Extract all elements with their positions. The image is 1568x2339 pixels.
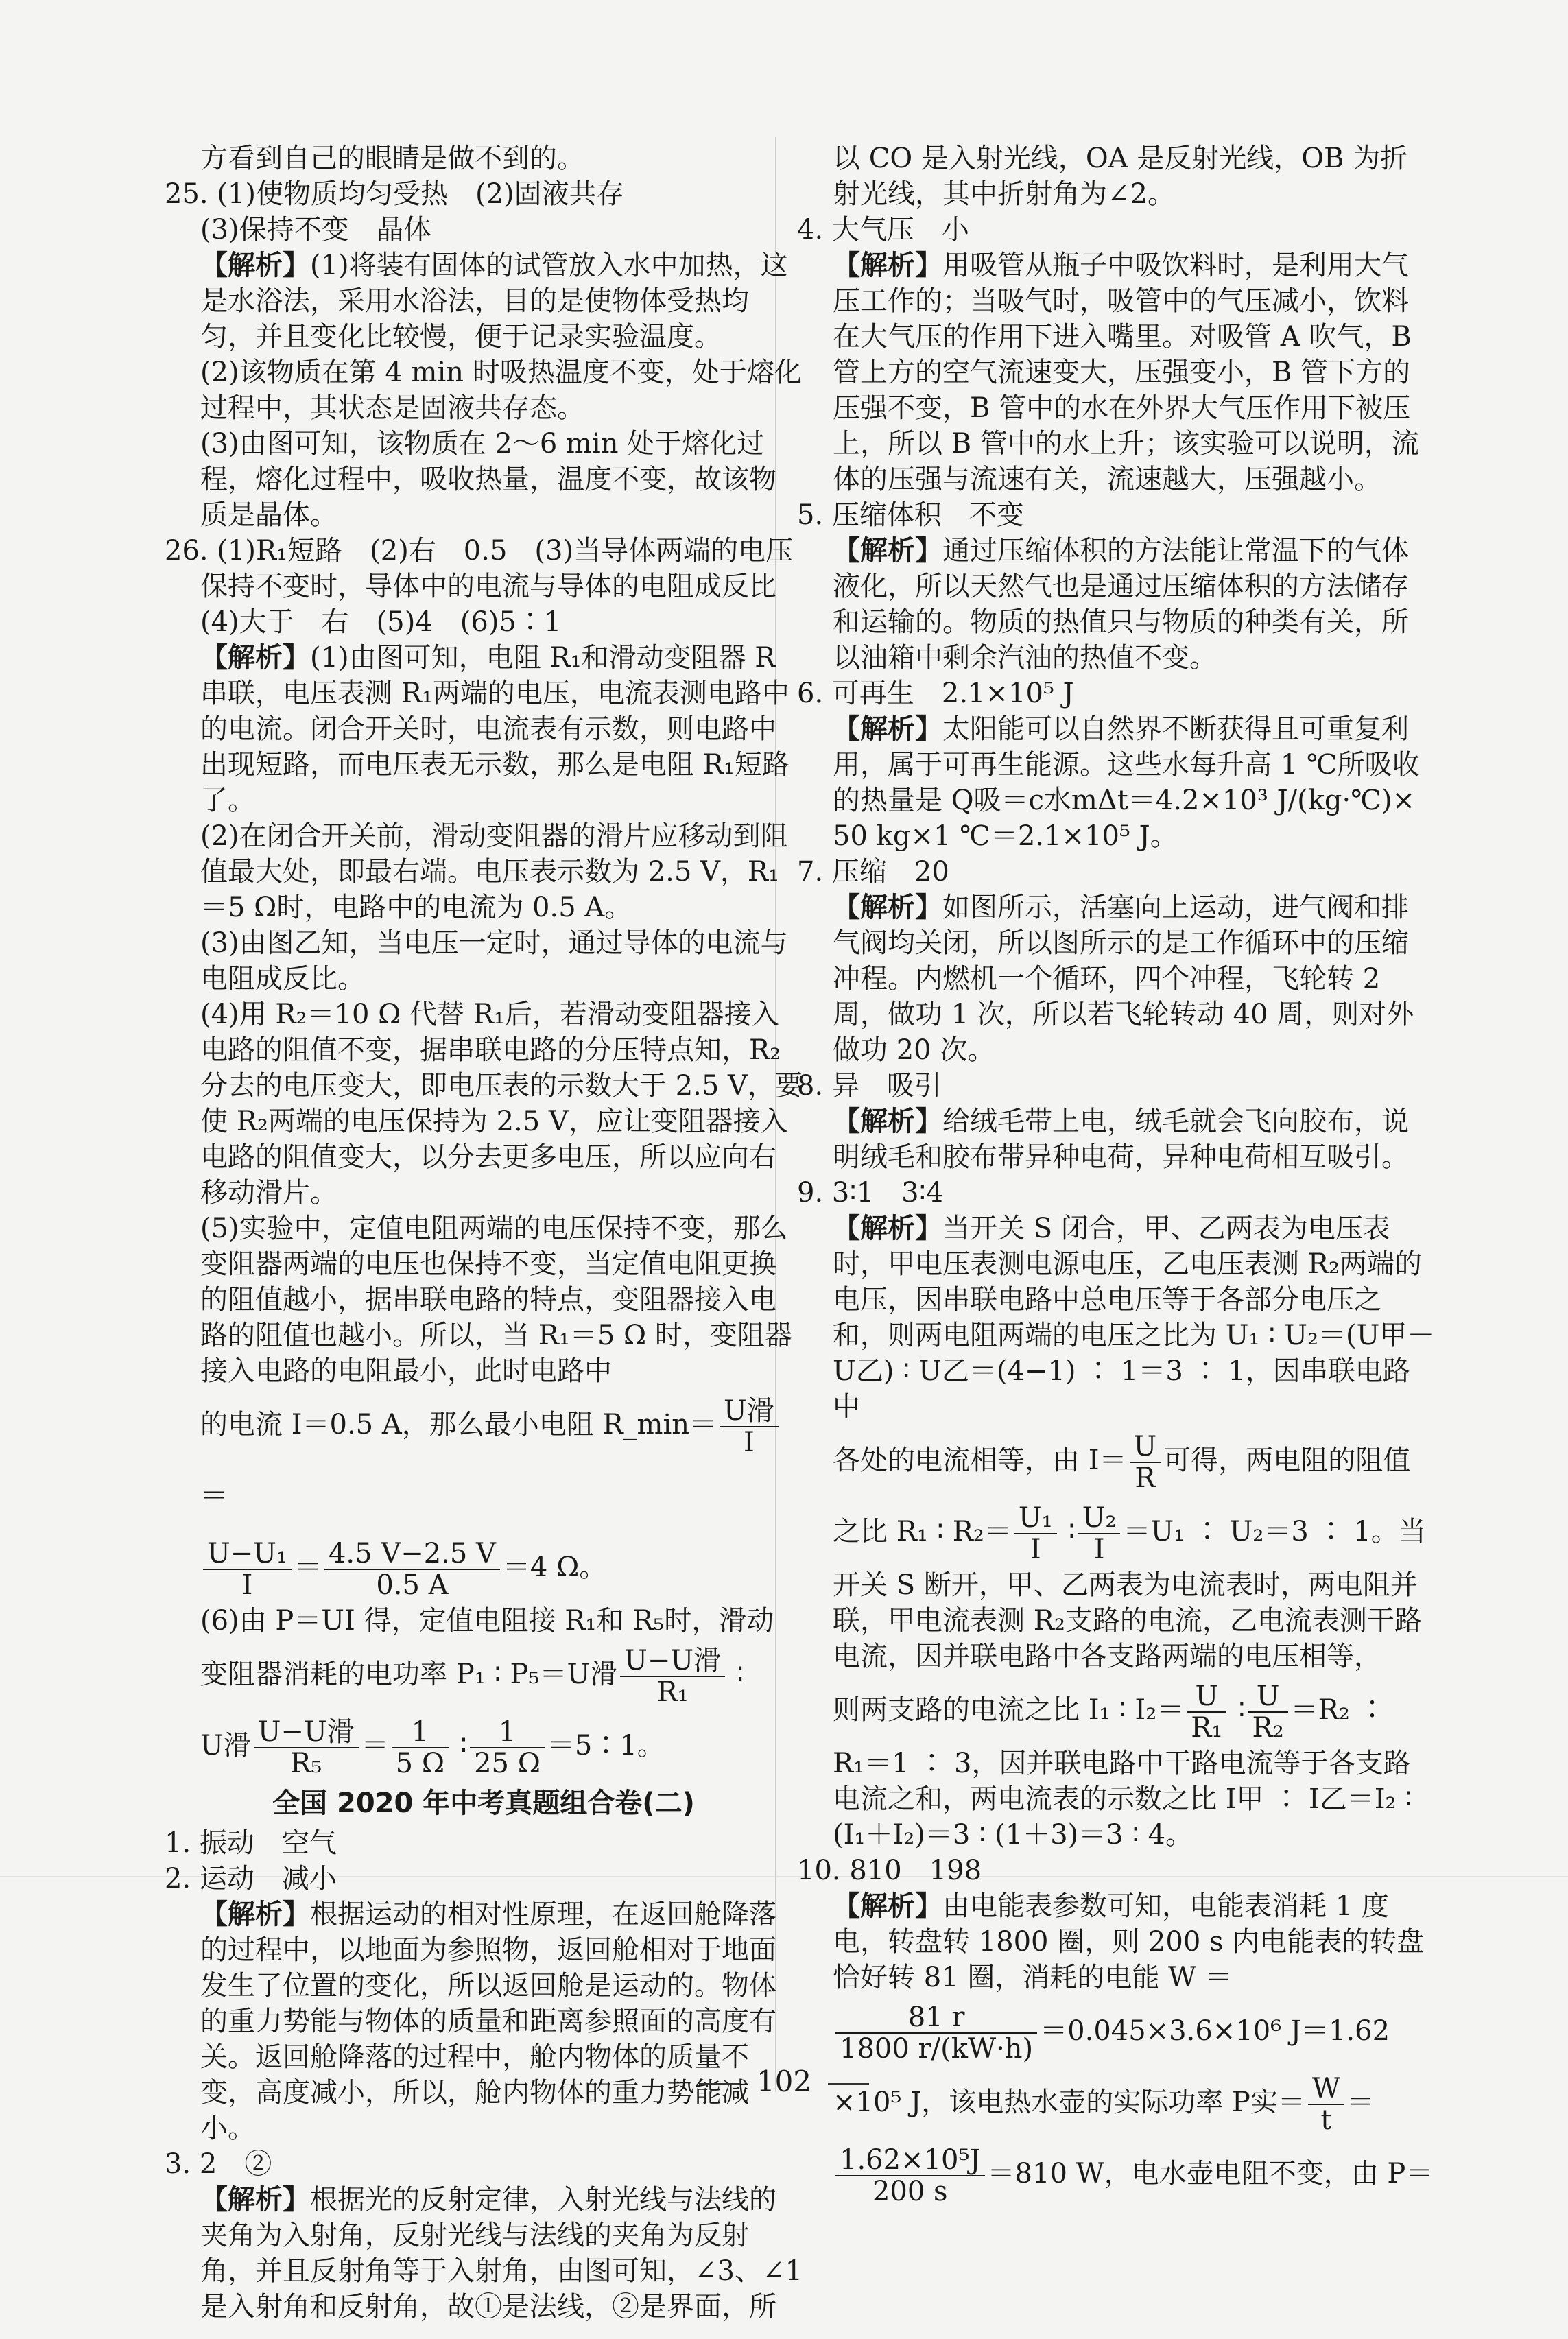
equals: ＝	[200, 1480, 228, 1512]
analysis-9-end: R₁＝1 ∶ 3，因并联电路中干路电流等于各支路电流之和，两电流表的示数之比 I甲 ∶ I乙＝I₂ ∶ (I₁＋I₂)＝3 ∶ (1＋3)＝3 ∶ 4。	[833, 1748, 1412, 1851]
fraction-numerator: U−U₁	[203, 1539, 292, 1570]
analysis-9	[797, 1211, 1435, 1425]
fraction-denominator: 200 s	[872, 2176, 948, 2207]
fraction	[1078, 1503, 1121, 1565]
analysis-text: 用吸管从瓶子中吸饮料时，是利用大气压工作的；当吸气时，吸管中的气压减小，饮料在大气压的作用下进入嘴里。对吸管 A 吹气，B 管上方的空气流速变大，压强变小，B 管下方的压强不变，B 管中的水在外界大气压作用下被压上，所以 B 管中的水上升；该实验可以说明，流体的压强与流速有关，流速越大，压强越小。	[833, 250, 1419, 495]
analysis-text: 由电能表参数可知，电能表消耗 1 度电，转盘转 1800 圈，则 200 s 内电能表的转盘恰好转 81 圈，消耗的电能 W ＝	[833, 1890, 1425, 1993]
left-column	[165, 141, 803, 2325]
fraction-numerator: U₂	[1078, 1503, 1121, 1534]
fraction-denominator: R₁	[1191, 1712, 1223, 1744]
fraction	[324, 1539, 500, 1600]
formula-text: ＝5∶1。	[547, 1730, 665, 1761]
fraction-denominator: 5 Ω	[395, 1748, 444, 1779]
analysis-26-2: (2)在闭合开关前，滑动变阻器的滑片应移动到阻值最大处，即最右端。电压表示数为 2.5 V，R₁＝5 Ω时，电路中的电流为 0.5 A。	[200, 820, 788, 923]
analysis-text: 给绒毛带上电，绒毛就会飞向胶布，说明绒毛和胶布带异种电荷，异种电荷相互吸引。	[833, 1106, 1409, 1173]
fraction	[254, 1717, 359, 1779]
text-line: 方看到自己的眼睛是做不到的。	[200, 143, 584, 174]
formula-text: 之比 R₁ ∶ R₂＝	[833, 1516, 1012, 1547]
answer-1: 1. 振动 空气	[165, 1827, 337, 1859]
analysis-8	[797, 1104, 1435, 1175]
analysis-tag: 【解析】	[200, 642, 310, 674]
formula-line-energy	[797, 1995, 1435, 2067]
ratio-colon: ∶	[1229, 1694, 1246, 1726]
analysis-3	[165, 2182, 803, 2325]
analysis-25-3: (3)由图可知，该物质在 2～6 min 处于熔化过程，熔化过程中，吸收热量，温度不变，故该物质是晶体。	[200, 428, 776, 531]
analysis-tag: 【解析】	[833, 1213, 942, 1244]
analysis-tag: 【解析】	[200, 1899, 310, 1930]
fraction-numerator: U	[1187, 1681, 1226, 1713]
analysis-26-1	[165, 640, 803, 818]
fraction-denominator: R	[1135, 1462, 1156, 1494]
fraction	[203, 1539, 292, 1600]
answer-7: 7. 压缩 20	[797, 856, 949, 888]
analysis-6	[797, 711, 1435, 854]
fraction-denominator: 1800 r/(kW·h)	[840, 2033, 1034, 2065]
fraction	[720, 1396, 779, 1458]
analysis-tag: 【解析】	[833, 1890, 942, 1922]
footer-dash	[699, 2083, 740, 2085]
fraction	[392, 1717, 449, 1779]
fraction-numerator: 4.5 V−2.5 V	[324, 1539, 500, 1570]
fraction-numerator: 81 r	[835, 2002, 1037, 2034]
fraction-denominator: 0.5 A	[376, 1569, 449, 1601]
fraction-denominator: I	[1093, 1534, 1105, 1565]
formula-line-power-2	[165, 1710, 803, 1781]
analysis-3-cont: 以 CO 是入射光线，OA 是反射光线，OB 为折射光线，其中折射角为∠2。	[833, 143, 1408, 210]
fraction	[835, 2002, 1037, 2064]
fraction-denominator: t	[1320, 2104, 1332, 2136]
fraction	[470, 1717, 545, 1779]
formula-line-ratio	[797, 1496, 1435, 1567]
analysis-2	[165, 1897, 803, 2146]
analysis-tag: 【解析】	[833, 892, 942, 923]
footer-dash	[828, 2083, 869, 2085]
equals: ＝	[361, 1730, 389, 1761]
fraction-denominator: I	[744, 1427, 755, 1458]
fraction-numerator: U₁	[1014, 1503, 1057, 1534]
analysis-10	[797, 1888, 1435, 1995]
fraction-numerator: U滑	[720, 1396, 779, 1427]
analysis-26-4: (4)用 R₂＝10 Ω 代替 R₁后，若滑动变阻器接入电路的阻值不变，据串联电路的分压特点知，R₂分去的电压变大，即电压表的示数大于 2.5 V，要使 R₂两端的电压保持为 2.5 V，应让变阻器接入电路的阻值变大，以分去更多电压，所以应向右移动滑片。	[200, 999, 803, 1209]
analysis-text: 当开关 S 闭合，甲、乙两表为电压表时，甲电压表测电源电压，乙电压表测 R₂两端的电压，因串联电路中总电压等于各部分电压之和，则两电阻两端的电压之比为 U₁ ∶ U₂＝(U甲－U乙) ∶ U乙＝(4−1) ∶ 1＝3 ∶ 1，因串联电路中	[833, 1213, 1435, 1423]
fraction-denominator: 25 Ω	[474, 1748, 541, 1779]
analysis-text: 根据运动的相对性原理，在返回舱降落的过程中，以地面为参照物，返回舱相对于地面发生了位置的变化，所以返回舱是运动的。物体的重力势能与物体的质量和距离参照面的高度有关。返回舱降落的过程中，舱内物体的质量不变，高度减小，所以，舱内物体的重力势能减小。	[200, 1899, 776, 2144]
formula-text: 变阻器消耗的电功率 P₁ ∶ P₅＝U滑	[200, 1659, 618, 1690]
ratio-colon: ∶	[451, 1730, 468, 1761]
formula-line-power-kettle-2	[797, 2138, 1435, 2209]
formula-text: 可得，两电阻的阻值	[1163, 1445, 1411, 1476]
analysis-tag: 【解析】	[833, 250, 942, 281]
analysis-25-1	[165, 248, 803, 355]
formula-line-power	[165, 1639, 803, 1710]
fraction	[1248, 1681, 1288, 1743]
formula-text: ×10⁵ J，该电热水壶的实际功率 P实＝	[833, 2087, 1305, 2118]
analysis-tag: 【解析】	[200, 250, 310, 281]
formula-line-rmin	[165, 1389, 803, 1532]
fraction	[835, 2145, 985, 2207]
fraction-numerator: W	[1308, 2074, 1344, 2105]
formula-text: 则两支路的电流之比 I₁ ∶ I₂＝	[833, 1694, 1185, 1726]
formula-line-current	[797, 1674, 1435, 1746]
answer-25: 25. (1)使物质均匀受热 (2)固液共存	[165, 178, 624, 210]
formula-text: U滑	[200, 1730, 251, 1761]
fraction-denominator: R₅	[290, 1748, 322, 1779]
analysis-5	[797, 533, 1435, 676]
analysis-25-2: (2)该物质在第 4 min 时吸热温度不变，处于熔化过程中，其状态是固液共存态。	[200, 357, 802, 424]
fraction-denominator: I	[241, 1569, 253, 1601]
right-column	[797, 141, 1435, 2209]
analysis-text: (1)由图可知，电阻 R₁和滑动变阻器 R 串联，电压表测 R₁两端的电压，电流表测电路中的电流。闭合开关时，电流表有示数，则电路中出现短路，而电压表无示数，那么是电阻 R₁短路了。	[200, 642, 789, 816]
fraction	[1130, 1432, 1161, 1493]
fraction-numerator: U−U滑	[254, 1717, 359, 1748]
fraction-numerator: U−U滑	[620, 1646, 725, 1677]
analysis-text: 根据光的反射定律，入射光线与法线的夹角为入射角，反射光线与法线的夹角为反射角，并且反射角等于入射角，由图可知，∠3、∠1 是入射角和反射角，故①是法线，②是界面，所	[200, 2184, 803, 2323]
fraction-numerator: U	[1130, 1432, 1161, 1463]
formula-text: 的电流 I＝0.5 A，那么最小电阻 R_min＝	[200, 1409, 717, 1440]
formula-line-ohm	[797, 1425, 1435, 1496]
analysis-26-5: (5)实验中，定值电阻两端的电压保持不变，那么变阻器两端的电压也保持不变，当定值电阻更换的阻值越小，据串联电路的特点，变阻器接入电路的阻值也越小。所以，当 R₁＝5 Ω 时，变阻器接入电路的电阻最小，此时电路中	[200, 1213, 792, 1387]
fraction-denominator: I	[1030, 1534, 1041, 1565]
fraction-numerator: 1	[470, 1717, 545, 1748]
analysis-text: 通过压缩体积的方法能让常温下的气体液化，所以天然气也是通过压缩体积的方法储存和运输的。物质的热值只与物质的种类有关，所以油箱中剩余汽油的热值不变。	[833, 535, 1409, 674]
analysis-26-3: (3)由图乙知，当电压一定时，通过导体的电流与电阻成反比。	[200, 927, 788, 995]
analysis-text: (1)将装有固体的试管放入水中加热，这是水浴法，采用水浴法，目的是使物体受热均匀，并且变化比较慢，便于记录实验温度。	[200, 250, 788, 353]
section-title: 全国 2020 年中考真题组合卷(二)	[272, 1788, 695, 1819]
formula-text: ＝R₂ ∶	[1290, 1694, 1386, 1726]
page-number: 102	[756, 2065, 812, 2098]
fraction	[620, 1646, 725, 1707]
analysis-26-6: (6)由 P＝UI 得，定值电阻接 R₁和 R₅时，滑动	[200, 1605, 774, 1637]
answer-10: 10. 810 198	[797, 1855, 982, 1886]
formula-text: ＝0.045×3.6×10⁶ J＝1.62	[1040, 2015, 1390, 2047]
fraction-denominator: R₁	[656, 1676, 689, 1708]
fraction-numerator: U	[1248, 1681, 1288, 1713]
analysis-tag: 【解析】	[833, 1106, 942, 1137]
analysis-tag: 【解析】	[833, 535, 942, 567]
analysis-text: 太阳能可以自然界不断获得且可重复利用，属于可再生能源。这些水每升高 1 ℃所吸收的热量是 Q吸＝c水mΔt＝4.2×10³ J/(kg·℃)× 50 kg×1 ℃＝2.1×10⁵ J。	[833, 713, 1420, 852]
equals: ＝	[294, 1552, 322, 1583]
formula-line-rmin-2	[165, 1532, 803, 1603]
answer-26: 26. (1)R₁短路 (2)右 0.5 (3)当导体两端的电压保持不变时，导体中的电流与导体的电阻成反比 (4)大于 右 (5)4 (6)5∶1	[165, 535, 804, 638]
answer-6: 6. 可再生 2.1×10⁵ J	[797, 678, 1074, 709]
answer-4: 4. 大气压 小	[797, 214, 969, 246]
fraction	[1187, 1681, 1226, 1743]
fraction	[1014, 1503, 1057, 1565]
analysis-tag: 【解析】	[833, 713, 942, 745]
fraction-denominator: R₂	[1252, 1712, 1284, 1744]
analysis-7	[797, 890, 1435, 1068]
analysis-9-cont: 开关 S 断开，甲、乙两表为电流表时，两电阻并联，甲电流表测 R₂支路的电流，乙电流表测干路电流，因并联电路中各支路两端的电压相等，	[833, 1569, 1422, 1672]
answer-3: 3. 2 ②	[165, 2148, 272, 2180]
answer-5: 5. 压缩体积 不变	[797, 499, 1024, 531]
analysis-text: 如图所示，活塞向上运动，进气阀和排气阀均关闭，所以图所示的是工作循环中的压缩冲程。内燃机一个循环，四个冲程，飞轮转 2 周，做功 1 次，所以若飞轮转动 40 周，则对外做功 20 次。	[833, 892, 1414, 1066]
answer-8: 8. 异 吸引	[797, 1070, 942, 1102]
formula-text: ＝4 Ω。	[502, 1552, 607, 1583]
page-footer	[0, 2065, 1568, 2098]
answer-9: 9. 3∶1 3∶4	[797, 1177, 944, 1209]
analysis-tag: 【解析】	[200, 2184, 310, 2216]
ratio-colon: ∶	[728, 1659, 744, 1690]
formula-text: ＝U₁ ∶ U₂＝3 ∶ 1。当	[1123, 1516, 1426, 1547]
answer-25-part3: (3)保持不变 晶体	[200, 214, 431, 246]
answer-2: 2. 运动 减小	[165, 1863, 337, 1895]
formula-text: 各处的电流相等，由 I＝	[833, 1445, 1127, 1476]
equals: ＝	[1346, 2087, 1375, 2118]
analysis-4	[797, 248, 1435, 497]
fraction-numerator: 1	[392, 1717, 449, 1748]
ratio-colon: ∶	[1059, 1516, 1076, 1547]
fraction-numerator: 1.62×10⁵J	[835, 2145, 985, 2176]
formula-text: ＝810 W，电水壶电阻不变，由 P＝	[987, 2158, 1434, 2189]
